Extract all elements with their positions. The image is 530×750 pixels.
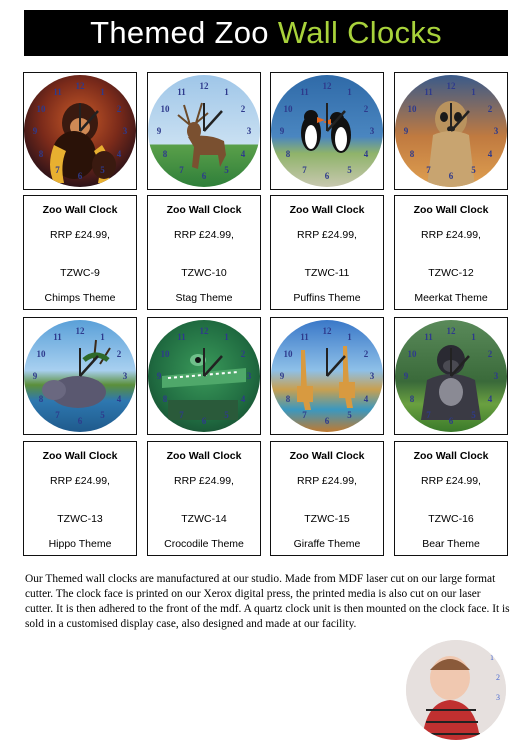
child-photo-graphic — [406, 640, 506, 740]
product-price: RRP £24.99, — [297, 475, 357, 487]
clock-numeral: 3 — [122, 371, 128, 381]
svg-text:3: 3 — [496, 693, 500, 702]
meerkat-clock-image — [395, 75, 507, 187]
product-price: RRP £24.99, — [50, 475, 110, 487]
clock-numeral: 6 — [77, 416, 83, 426]
clock-numeral: 2 — [487, 103, 493, 114]
clock-numeral: 4 — [240, 393, 246, 404]
clock-numeral: 12 — [199, 81, 209, 91]
product-title: Zoo Wall Clock — [166, 450, 242, 462]
product-price: RRP £24.99, — [174, 229, 234, 241]
clock-hands — [148, 75, 260, 187]
clock-numeral: 11 — [424, 332, 433, 343]
product-code: TZWC-15 — [304, 513, 350, 525]
clock-numeral: 6 — [77, 171, 83, 181]
clock-numeral: 8 — [285, 393, 291, 404]
clock-numeral: 6 — [448, 416, 454, 426]
clock-numeral: 3 — [246, 371, 252, 381]
clock-numeral: 1 — [347, 332, 352, 343]
chimps-clock-image — [24, 75, 136, 187]
product-title: Zoo Wall Clock — [413, 450, 489, 462]
child-photo-clock-image — [406, 640, 506, 740]
stag-clock-image — [148, 75, 260, 187]
product-image-cell — [394, 317, 508, 435]
product-info-card — [23, 195, 137, 310]
clock-numeral: 7 — [55, 409, 60, 420]
clock-hands — [395, 75, 507, 187]
clock-numeral: 12 — [322, 326, 332, 336]
product-code: TZWC-10 — [181, 267, 227, 279]
hippo-clock-image — [24, 320, 136, 432]
product-info-card — [394, 195, 508, 310]
clock-numeral: 5 — [100, 409, 105, 420]
product-image-cell — [394, 72, 508, 190]
product-price: RRP £24.99, — [421, 475, 481, 487]
clock-numeral: 5 — [471, 164, 476, 175]
product-code: TZWC-12 — [428, 267, 474, 279]
clock-numeral: 6 — [201, 416, 207, 426]
clock-numeral: 8 — [285, 148, 291, 159]
title-part-2: Wall Clocks — [277, 15, 442, 50]
clock-numeral: 9 — [156, 371, 162, 381]
clock-numeral: 11 — [177, 332, 186, 343]
title-part-1: Themed Zoo — [90, 15, 269, 50]
product-image-cell — [147, 72, 261, 190]
clock-numeral: 10 — [36, 348, 46, 359]
clock-numeral: 7 — [179, 409, 184, 420]
product-image-cell — [147, 317, 261, 435]
clock-hands — [271, 75, 383, 187]
clock-numeral: 4 — [487, 148, 493, 159]
clock-numeral: 2 — [116, 103, 122, 114]
svg-text:1: 1 — [490, 653, 494, 662]
product-info-card — [270, 441, 384, 556]
clock-hands — [271, 320, 383, 432]
product-title: Zoo Wall Clock — [42, 204, 118, 216]
clock-numeral: 7 — [179, 164, 184, 175]
product-image-cell — [270, 317, 384, 435]
product-info-card — [23, 441, 137, 556]
product-title: Zoo Wall Clock — [166, 204, 242, 216]
clock-numeral: 9 — [156, 126, 162, 136]
clock-numeral: 6 — [324, 416, 330, 426]
product-price: RRP £24.99, — [50, 229, 110, 241]
clock-numeral: 3 — [369, 371, 375, 381]
clock-numeral: 11 — [300, 87, 309, 98]
clock-numeral: 3 — [493, 126, 499, 136]
clock-numeral: 9 — [403, 371, 409, 381]
clock-numeral: 4 — [363, 393, 369, 404]
clock-numeral: 1 — [471, 87, 476, 98]
clock-numeral: 5 — [224, 164, 229, 175]
clock-numeral: 12 — [322, 81, 332, 91]
product-image-cell — [270, 72, 384, 190]
clock-numeral: 9 — [279, 126, 285, 136]
product-theme: Hippo Theme — [48, 538, 112, 550]
product-price: RRP £24.99, — [421, 229, 481, 241]
giraffe-clock-image — [271, 320, 383, 432]
clock-numeral: 1 — [471, 332, 476, 343]
clock-numeral: 4 — [363, 148, 369, 159]
product-code: TZWC-14 — [181, 513, 227, 525]
product-code: TZWC-13 — [57, 513, 103, 525]
clock-numeral: 2 — [240, 103, 246, 114]
clock-numeral: 4 — [240, 148, 246, 159]
product-code: TZWC-16 — [428, 513, 474, 525]
clock-numeral: 12 — [75, 81, 85, 91]
product-title: Zoo Wall Clock — [413, 204, 489, 216]
product-info-card — [147, 195, 261, 310]
page-title-banner — [24, 10, 508, 56]
clock-hands — [395, 320, 507, 432]
product-title: Zoo Wall Clock — [42, 450, 118, 462]
clock-numeral: 10 — [283, 348, 293, 359]
product-theme: Stag Theme — [175, 292, 233, 304]
clock-numeral: 11 — [300, 332, 309, 343]
product-info-card — [270, 195, 384, 310]
clock-numeral: 7 — [426, 409, 431, 420]
bear-clock-image — [395, 320, 507, 432]
clock-numeral: 5 — [347, 409, 352, 420]
clock-numeral: 7 — [426, 164, 431, 175]
clock-numeral: 7 — [55, 164, 60, 175]
product-image-cell — [23, 72, 137, 190]
clock-numeral: 11 — [53, 332, 62, 343]
clock-numeral: 1 — [100, 87, 105, 98]
clock-numeral: 6 — [201, 171, 207, 181]
clock-numeral: 10 — [160, 348, 170, 359]
clock-numeral: 8 — [409, 393, 415, 404]
clock-numeral: 10 — [160, 103, 170, 114]
clock-numeral: 6 — [324, 171, 330, 181]
clock-numeral: 8 — [38, 393, 44, 404]
product-theme: Giraffe Theme — [293, 538, 361, 550]
clock-numeral: 7 — [302, 409, 307, 420]
clock-numeral: 9 — [279, 371, 285, 381]
clock-numeral: 10 — [407, 348, 417, 359]
product-code: TZWC-9 — [60, 267, 100, 279]
clock-numeral: 3 — [369, 126, 375, 136]
product-info-card — [147, 441, 261, 556]
clock-numeral: 10 — [407, 103, 417, 114]
clock-numeral: 12 — [75, 326, 85, 336]
clock-numeral: 2 — [116, 348, 122, 359]
clock-numeral: 3 — [493, 371, 499, 381]
product-theme: Puffins Theme — [293, 292, 361, 304]
clock-numeral: 9 — [32, 371, 38, 381]
clock-numeral: 10 — [36, 103, 46, 114]
clock-numeral: 8 — [38, 148, 44, 159]
product-title: Zoo Wall Clock — [289, 204, 365, 216]
clock-numeral: 2 — [363, 103, 369, 114]
clock-numeral: 6 — [448, 171, 454, 181]
clock-hands — [24, 320, 136, 432]
product-price: RRP £24.99, — [174, 475, 234, 487]
clock-numeral: 1 — [224, 87, 229, 98]
clock-numeral: 4 — [116, 393, 122, 404]
clock-numeral: 2 — [363, 348, 369, 359]
clock-numeral: 9 — [32, 126, 38, 136]
clock-numeral: 8 — [409, 148, 415, 159]
description-paragraph: Our Themed wall clocks are manufactured at our studio. Made from MDF laser cut on our large format cutter. The clock face is printed on our Xerox digital press, the printed media is also cut on our laser cutter. It is then adhered to the front of the mdf. A quartz clock unit is then mounted on the clock face. It is sold in a customised display case, also designed and made at our facility. — [25, 573, 510, 631]
clock-numeral: 12 — [199, 326, 209, 336]
clock-numeral: 5 — [471, 409, 476, 420]
clock-numeral: 1 — [100, 332, 105, 343]
clock-numeral: 1 — [347, 87, 352, 98]
clock-numeral: 12 — [446, 326, 456, 336]
clock-hands — [148, 320, 260, 432]
clock-numeral: 4 — [116, 148, 122, 159]
product-code: TZWC-11 — [304, 267, 350, 279]
clock-numeral: 5 — [347, 164, 352, 175]
clock-hands — [24, 75, 136, 187]
clock-numeral: 3 — [246, 126, 252, 136]
clock-numeral: 4 — [487, 393, 493, 404]
clock-numeral: 9 — [403, 126, 409, 136]
crocodile-clock-image — [148, 320, 260, 432]
product-title: Zoo Wall Clock — [289, 450, 365, 462]
clock-numeral: 12 — [446, 81, 456, 91]
product-price: RRP £24.99, — [297, 229, 357, 241]
svg-text:2: 2 — [496, 673, 500, 682]
puffins-clock-image — [271, 75, 383, 187]
clock-numeral: 3 — [122, 126, 128, 136]
clock-numeral: 7 — [302, 164, 307, 175]
clock-numeral: 2 — [487, 348, 493, 359]
product-theme: Crocodile Theme — [164, 538, 244, 550]
product-theme: Meerkat Theme — [414, 292, 488, 304]
clock-numeral: 8 — [162, 148, 168, 159]
clock-numeral: 5 — [224, 409, 229, 420]
clock-numeral: 5 — [100, 164, 105, 175]
clock-numeral: 11 — [424, 87, 433, 98]
clock-numeral: 10 — [283, 103, 293, 114]
product-theme: Bear Theme — [422, 538, 480, 550]
clock-numeral: 11 — [177, 87, 186, 98]
clock-numeral: 11 — [53, 87, 62, 98]
product-image-cell — [23, 317, 137, 435]
clock-numeral: 2 — [240, 348, 246, 359]
clock-numeral: 8 — [162, 393, 168, 404]
product-info-card — [394, 441, 508, 556]
product-theme: Chimps Theme — [44, 292, 116, 304]
clock-numeral: 1 — [224, 332, 229, 343]
